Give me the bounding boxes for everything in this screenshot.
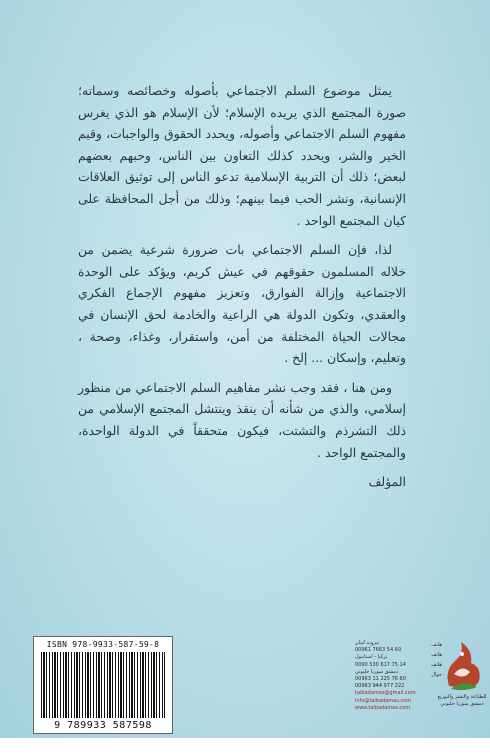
barcode-bars bbox=[41, 652, 165, 718]
blurb-paragraph-3: ومن هنا ، فقد وجب نشر مفاهيم السلم الاجتماعي من منظور إسلامي، والذي من شأنه أن ينقذ وينتشل المجتمع الإسلامي من ذلك التشرذم والتشتت، فيكون متحققاً في الدولة الواحدة، والمجتمع الواحد . bbox=[78, 379, 406, 460]
publisher-logo bbox=[440, 636, 486, 694]
publisher-email-info[interactable]: info@taibadamas.com bbox=[355, 697, 412, 704]
contact-line: دمشق سوريا حلبوني bbox=[355, 668, 399, 675]
contact-line: تركيا - استانبول bbox=[355, 654, 388, 661]
caption-line-2: دمشق سوريا حلبوني bbox=[440, 701, 484, 707]
isbn-barcode bbox=[33, 636, 173, 734]
publisher-caption bbox=[436, 694, 488, 708]
bottom-margin bbox=[0, 738, 490, 754]
contact-label: جوال bbox=[431, 672, 442, 678]
contact-line: 00963 11 225 76 60 bbox=[355, 676, 406, 683]
contact-label: هاتف bbox=[431, 662, 442, 668]
contact-line: 00961 7663 54 60 bbox=[355, 647, 402, 654]
barcode-digits: 9 789933 587598 bbox=[54, 720, 152, 731]
publisher-email[interactable]: taibadamas@gmail.com bbox=[355, 690, 416, 697]
blurb-paragraph-2: لذا، فإن السلم الاجتماعي بات ضرورة شرعية يضمن من خلاله المسلمون حقوقهم في عيش كريم، ويؤكد على الوحدة الاجتماعية وإزالة الفوارق، وتعزيز مفهوم الإجماع الفكري والعقدي، وتكون الدولة هي الراعية والخادمة لحق الإنسان في مجالات الحياة المختلفة من أمن، واستقرار، وغذاء، وصحة ، وتعليم، وإسكان ... إلخ . bbox=[78, 242, 406, 366]
contact-line: 00963 944 977 222 bbox=[355, 683, 405, 690]
caption-line-1: للطباعة والنشر والتوزيع bbox=[437, 694, 487, 700]
publisher-contact bbox=[355, 640, 427, 712]
contact-line: بيروت لبنان bbox=[355, 640, 380, 646]
blurb-paragraph-1: يمثل موضوع السلم الاجتماعي بأصوله وخصائصه وسماته؛ صورة المجتمع الذي يريده الإسلام؛ لأن الإسلام هو الذي يغرس مفهوم السلم الاجتماعي وأصوله، ويحدد الحقوق والواجبات، وقيم الخير والشر، ويحدد كذلك التعاون بين الناس، وحبهم بعضهم لبعض؛ ذلك أن التربية الإسلامية تدعو الناس إلى توثيق العلاقات الإنسانية، ونشر الحب فيما بينهم؛ وذلك من أجل المحافظة على كيان المجتمع الواحد . bbox=[78, 83, 406, 228]
contact-label: هاتف bbox=[431, 642, 442, 648]
publisher-website[interactable]: www.taibadamas.com bbox=[355, 704, 411, 711]
isbn-number: ISBN 978-9933-587-59-8 bbox=[46, 640, 160, 649]
author-signature: المؤلف bbox=[368, 474, 406, 490]
blurb-text bbox=[78, 80, 406, 501]
contact-label: هاتف bbox=[431, 652, 442, 658]
publisher-logo-icon bbox=[440, 636, 486, 694]
contact-line: 0090 530 617 75 14 bbox=[355, 661, 406, 668]
